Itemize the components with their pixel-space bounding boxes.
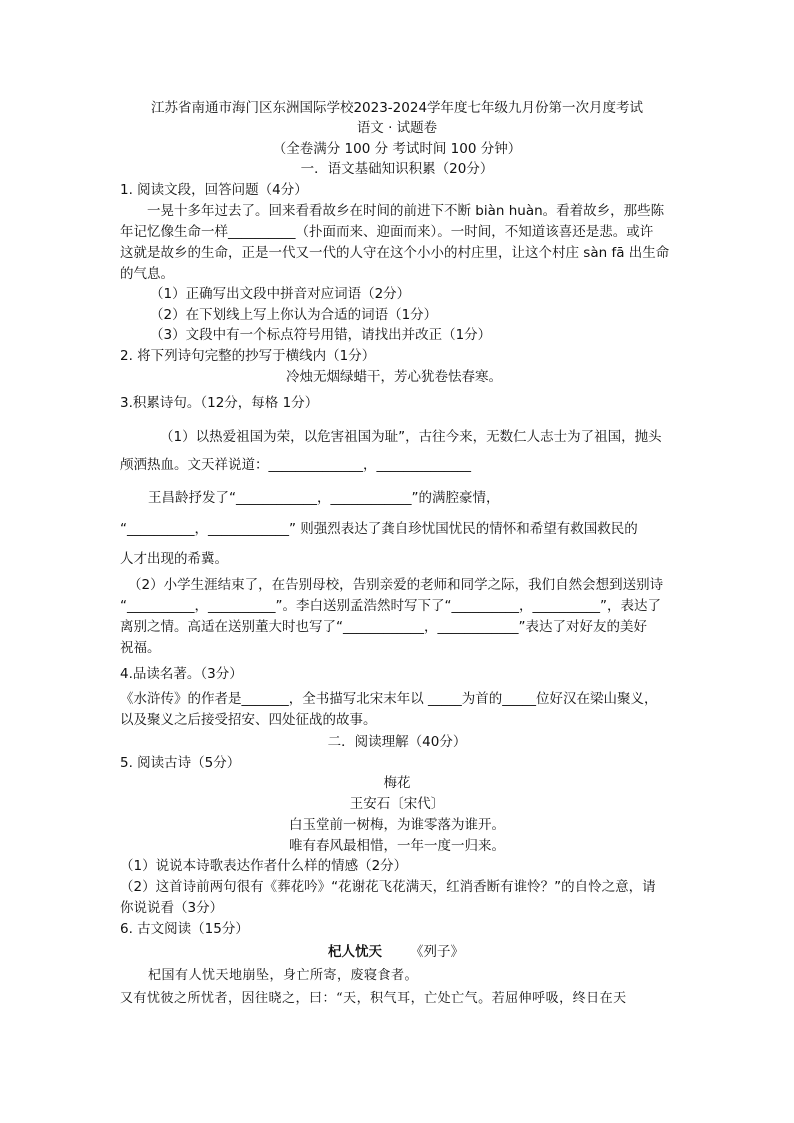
article-title: 杞人忧天 (328, 944, 382, 960)
q4-line: 《水浒传》的作者是_______，全书描写北宋末年以 _____为首的_____位好汉在梁山聚义， (120, 691, 658, 707)
q3-line: 离别之情。高适在送别董大时也写了“____________，____________”表达了对好友的美好 (120, 619, 647, 635)
q3-title: 3.积累诗句。（12分，每格 1分） (120, 395, 319, 411)
q3-line: “__________，____________” 则强烈表达了龚自珍忧国忧民的情怀和希望有救国救民的 (120, 521, 638, 537)
q1-sub-question: （3）文段中有一个标点符号用错，请找出并改正（1分） (150, 327, 492, 343)
q3-line: 人才出现的希冀。 (120, 551, 228, 567)
q1-passage-line: 年记忆像生命一样__________（扑面而来、迎面而来）。一时间，不知道该喜还是悲。或许 (120, 224, 654, 240)
q1-passage-line: 一晃十多年过去了。回来看看故乡在时间的前进下不断 biàn huàn。看着故乡，那些陈 (147, 203, 665, 219)
article-line: 又有忧彼之所忧者，因往晓之，曰：“天，积气耳，亡处亡气。若屈伸呼吸，终日在天 (120, 991, 627, 1006)
q2-title: 2. 将下列诗句完整的抄写于横线内（1分） (120, 348, 376, 364)
subject-line: 语文 · 试题卷 (356, 120, 438, 136)
q3-line: 祝福。 (120, 640, 161, 656)
q1-sub-question: （1）正确写出文段中拼音对应词语（2分） (150, 286, 411, 302)
q5-title: 5. 阅读古诗（5分） (120, 755, 241, 771)
q5-sub-question: 你说说看（3分） (120, 900, 224, 916)
q4-line: 以及聚义之后接受招安、四处征战的故事。 (120, 712, 377, 728)
q5-sub-question: （2）这首诗前两句很有《葬花吟》“花谢花飞花满天，红消香断有谁怜？”的自怜之意，请 (120, 879, 656, 895)
poem-title: 梅花 (383, 775, 411, 791)
q4-title: 4.品读名著。（3分） (120, 666, 243, 682)
q3-line: 王昌龄抒发了“____________，____________”的满腔豪情， (148, 490, 500, 506)
article-line: 杞国有人忧天地崩坠，身亡所寄，废寝食者。 (148, 968, 419, 983)
q1-passage-line: 这就是故乡的生命，正是一代又一代的人守在这个小小的村庄里，让这个村庄 sàn fā 出生命 (120, 245, 670, 261)
q6-title: 6. 古文阅读（15分） (120, 921, 249, 937)
q1-passage-line: 的气息。 (120, 266, 174, 282)
article-source: 《列子》 (410, 944, 464, 960)
q3-line: （1）以热爱祖国为荣，以危害祖国为耻”，古往今来，无数仁人志士为了祖国，抛头 (160, 429, 662, 445)
q1-sub-question: （2）在下划线上写上你认为合适的词语（1分） (150, 307, 438, 323)
poem-author: 王安石〔宋代〕 (349, 796, 445, 812)
q2-poem: 冷烛无烟绿蜡干，芳心犹卷怯春寒。 (286, 369, 502, 385)
section-heading-2: 二．阅读理解（40分） (327, 734, 467, 750)
q5-sub-question: （1）说说本诗歌表达作者什么样的情感（2分） (120, 858, 408, 874)
q3-line: （2）小学生涯结束了，在告别母校，告别亲爱的老师和同学之际，我们自然会想到送别诗 (128, 577, 664, 593)
q3-line: 颅洒热血。文天祥说道：______________，______________ (120, 457, 471, 473)
exam-title: 江苏省南通市海门区东洲国际学校2023-2024学年度七年级九月份第一次月度考试 (150, 100, 644, 116)
q1-title: 1. 阅读文段，回答问题（4分） (120, 182, 308, 198)
poem-line: 唯有春风最相惜，一年一度一归来。 (289, 838, 505, 854)
poem-line: 白玉堂前一树梅，为谁零落为谁开。 (289, 817, 505, 833)
exam-info: （全卷满分 100 分 考试时间 100 分钟） (272, 141, 522, 157)
section-heading-1: 一．语文基础知识积累（20分） (300, 161, 494, 177)
q3-line: “__________，__________”。李白送别孟浩然时写下了“__________，__________”，表达了 (120, 598, 661, 614)
